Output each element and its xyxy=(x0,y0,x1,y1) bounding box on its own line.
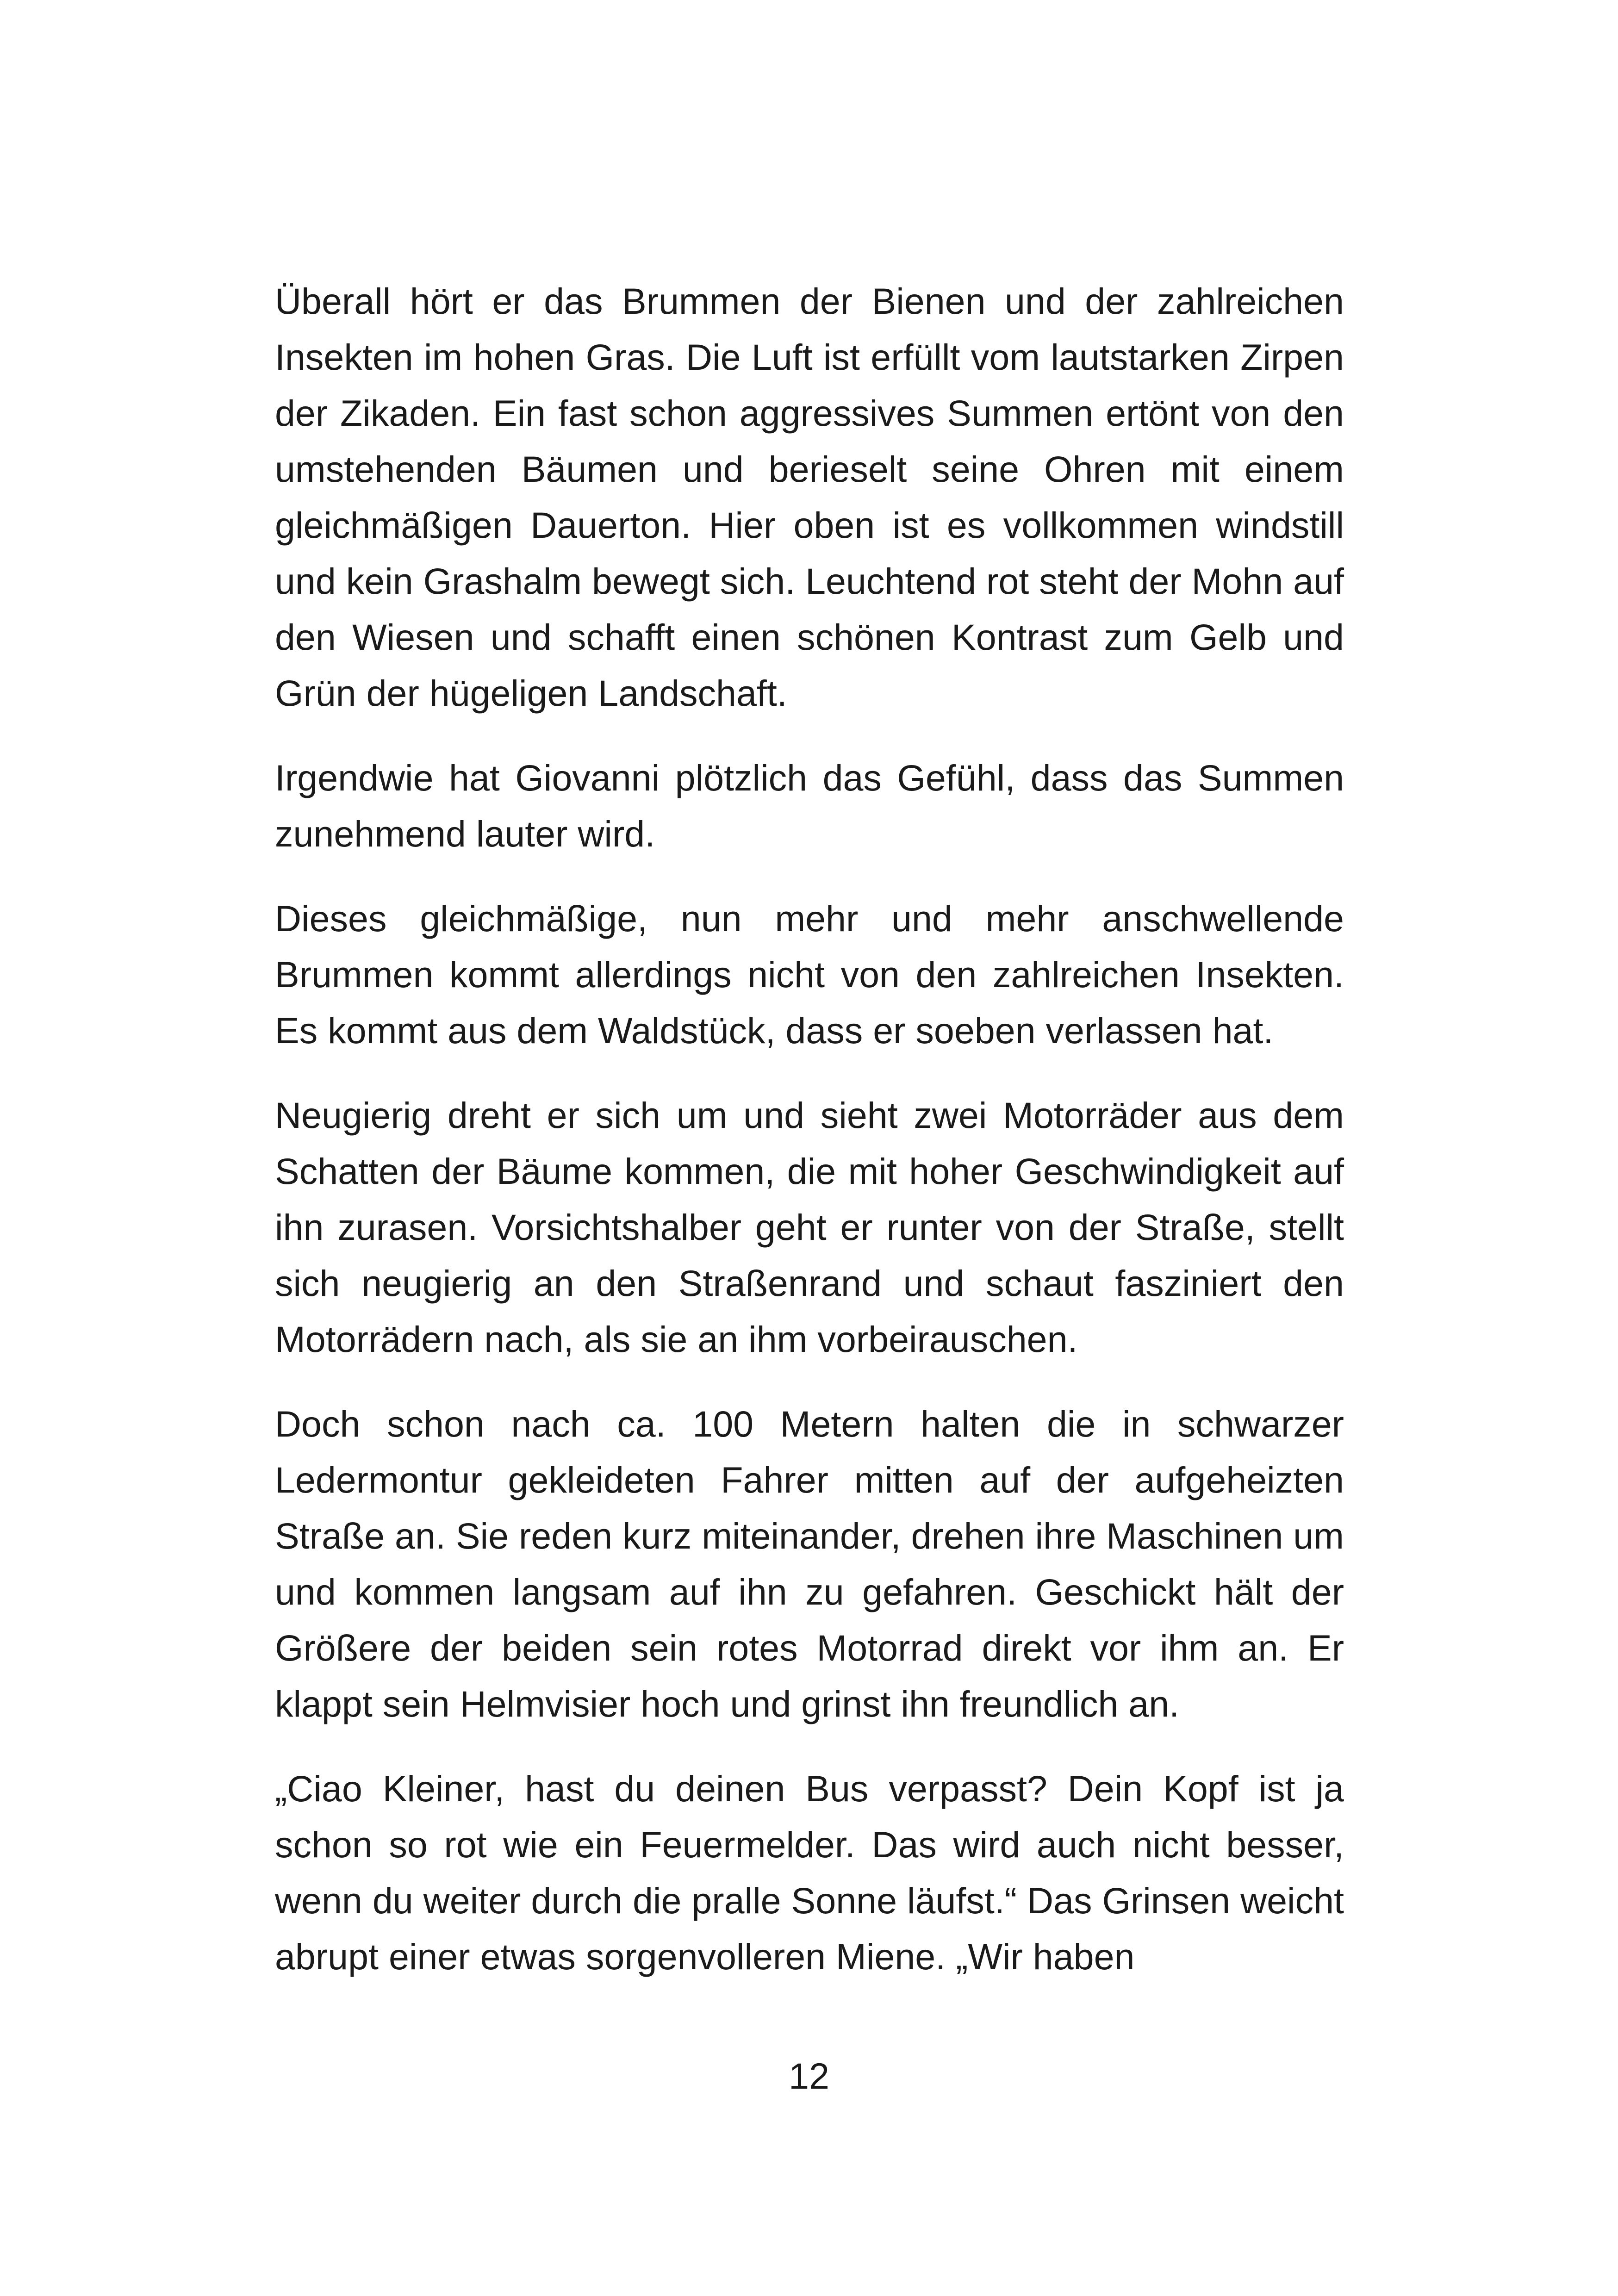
paragraph-5: Doch schon nach ca. 100 Metern halten die in schwarzer Ledermontur gekleideten Fahrer mitten auf der aufgeheizten Straße an. Sie reden kurz miteinander, drehen ihre Maschinen um und kommen langsam auf ihn zu gefahren. Geschickt hält der Größere der beiden sein rotes Motorrad direkt vor ihm an. Er klappt sein Helmvisier hoch und grinst ihn freundlich an. xyxy=(275,1403,1344,1724)
body-text xyxy=(275,273,1344,1985)
paragraph-3: Dieses gleichmäßige, nun mehr und mehr anschwellende Brummen kommt allerdings nicht von den zahlreichen Insekten. Es kommt aus dem Waldstück, dass er soeben verlassen hat. xyxy=(275,898,1344,1051)
paragraph-6: „Ciao Kleiner, hast du deinen Bus verpasst? Dein Kopf ist ja schon so rot wie ein Feuermelder. Das wird auch nicht besser, wenn du weiter durch die pralle Sonne läufst.“ Das Grinsen weicht abrupt einer etwas sorgenvolleren Miene. „Wir haben xyxy=(275,1768,1344,1977)
paragraph-2: Irgendwie hat Giovanni plötzlich das Gefühl, dass das Summen zunehmend lauter wird. xyxy=(275,757,1344,854)
page-number: 12 xyxy=(789,2055,829,2097)
paragraph-1: Überall hört er das Brummen der Bienen und der zahlreichen Insekten im hohen Gras. Die Luft ist erfüllt vom lautstarken Zirpen der Zikaden. Ein fast schon aggressives Summen ertönt von den umstehenden Bäumen und berieselt seine Ohren mit einem gleichmäßigen Dauerton. Hier oben ist es vollkommen windstill und kein Grashalm bewegt sich. Leuchtend rot steht der Mohn auf den Wiesen und schafft einen schönen Kontrast zum Gelb und Grün der hügeligen Landschaft. xyxy=(275,280,1344,714)
paragraph-4: Neugierig dreht er sich um und sieht zwei Motorräder aus dem Schatten der Bäume kommen, die mit hoher Geschwindigkeit auf ihn zurasen. Vorsichtshalber geht er runter von der Straße, stellt sich neugierig an den Straßenrand und schaut fasziniert den Motorrädern nach, als sie an ihm vorbeirauschen. xyxy=(275,1095,1344,1360)
